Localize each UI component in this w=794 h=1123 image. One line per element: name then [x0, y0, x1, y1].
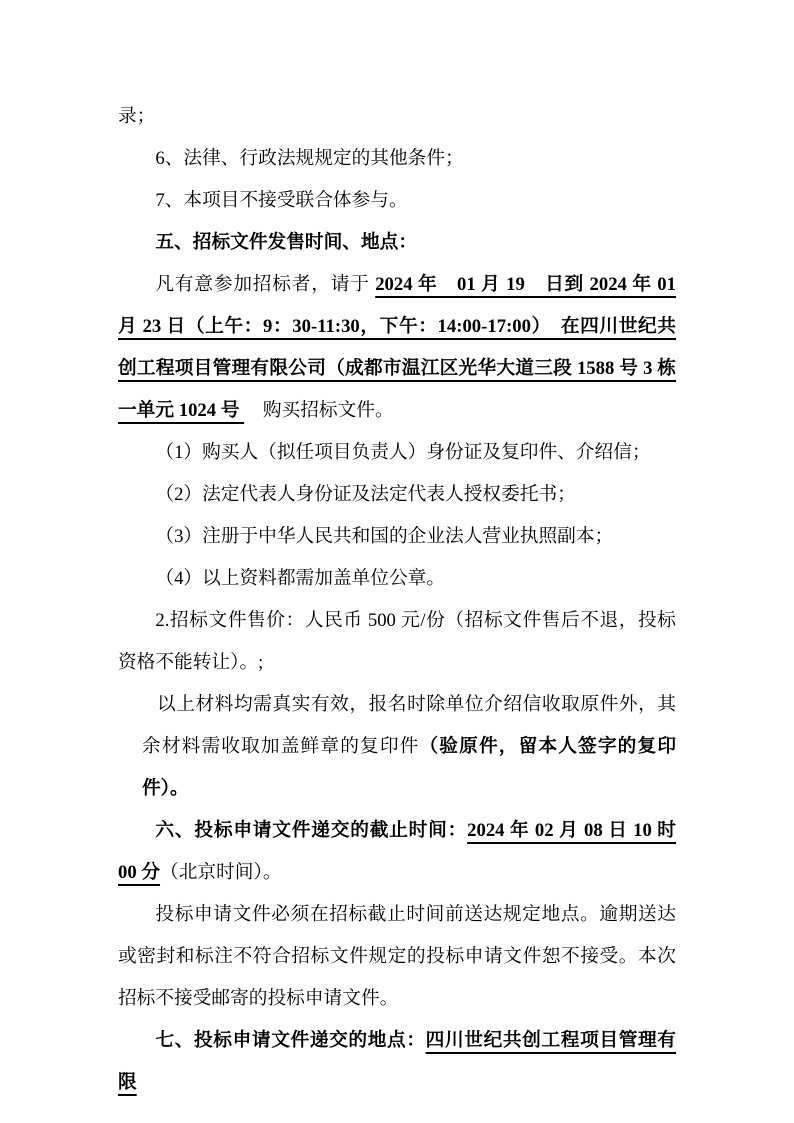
section-heading-5-sale-time: [118, 222, 676, 264]
text-run: （2）法定代表人身份证及法定代表人授权委托书；: [155, 484, 576, 505]
para-price: [118, 600, 676, 684]
list-item-doc-1: [118, 432, 676, 474]
section-heading-6-deadline: [118, 810, 676, 894]
list-item-6: [118, 138, 676, 180]
section-heading-7-delivery-location: [118, 1020, 676, 1104]
purchase-period-and-address: 2024 年 01 月 19 日到 2024 年 01 月 23 日（上午：9：30-11:30，下午：14:00-17:00） 在四川世纪共创工程项目管理有限公司（成都市温江区光华大道三段 1588 号 3 栋一单元 1024 号: [118, 274, 676, 421]
text-run: 购买招标文件。: [244, 400, 394, 421]
text-run: 凡有意参加招标者，请于: [155, 274, 376, 295]
heading-text: 五、招标文件发售时间、地点：: [155, 232, 418, 253]
list-item-doc-3: [118, 516, 676, 558]
deadline-datetime: 2024 年 02 月 08 日 10 时 00 分: [118, 820, 676, 883]
para-material-validity: [118, 684, 676, 810]
text-run: 录；: [118, 106, 156, 127]
para-purchase-instruction: [118, 264, 676, 432]
list-item-doc-2: [118, 474, 676, 516]
delivery-location-company: 四川世纪共创工程项目管理有限: [118, 1030, 676, 1093]
text-run: （北京时间）。: [160, 862, 282, 883]
para-delivery-rules: [118, 894, 676, 1020]
text-run: 以上材料均需真实有效，报名时除单位介绍信收取原件外，其余材料需收取加盖鲜章的复印件: [142, 694, 676, 757]
text-run: （3）注册于中华人民共和国的企业法人营业执照副本；: [155, 526, 614, 547]
list-item-doc-4: [118, 558, 676, 600]
text-run: （1）购买人（拟任项目负责人）身份证及复印件、介绍信；: [155, 442, 651, 463]
para-continuation: [118, 96, 676, 138]
text-run: 7、本项目不接受联合体参与。: [155, 190, 408, 211]
text-run: 6、法律、行政法规规定的其他条件；: [155, 148, 464, 169]
heading-text: 七、投标申请文件递交的地点：: [155, 1030, 426, 1051]
text-run: （4）以上资料都需加盖单位公章。: [155, 568, 446, 589]
heading-text: 六、投标申请文件递交的截止时间：: [155, 820, 468, 841]
text-run: 2.招标文件售价：人民币 500 元/份（招标文件售后不退，投标资格不能转让）。;: [118, 610, 676, 673]
text-run: 投标申请文件必须在招标截止时间前送达规定地点。逾期送达或密封和标注不符合招标文件规定的投标申请文件恕不接受。本次招标不接受邮寄的投标申请文件。: [118, 904, 676, 1009]
list-item-7: [118, 180, 676, 222]
verify-original-note: （验原件，留本人签字的复印件）。: [142, 736, 677, 799]
